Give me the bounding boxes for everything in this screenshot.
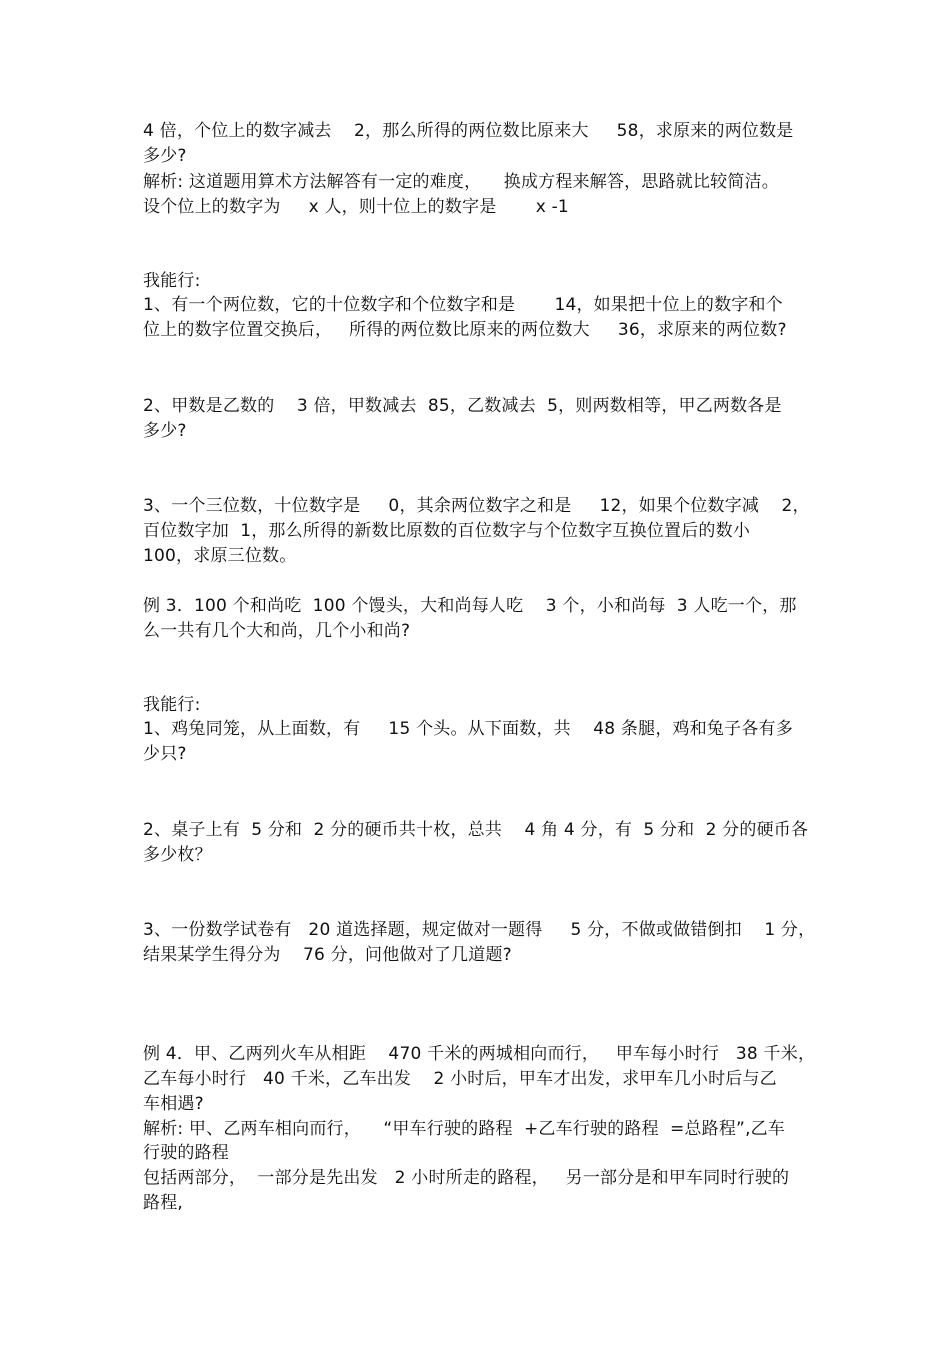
- text-line: 结果某学生得分为 76 分，问他做对了几道题?: [143, 945, 512, 965]
- text-line: 1、有一个两位数，它的十位数字和个位数字和是 14，如果把十位上的数字和个: [143, 295, 783, 315]
- section-heading: 我能行:: [143, 695, 201, 715]
- text-line: 乙车每小时行 40 千米，乙车出发 2 小时后，甲车才出发，求甲车几小时后与乙: [143, 1069, 777, 1089]
- text-line: 包括两部分， 一部分是先出发 2 小时所走的路程， 另一部分是和甲车同时行驶的: [143, 1168, 790, 1188]
- text-line: 1、鸡兔同笼，从上面数，有 15 个头。从下面数，共 48 条腿，鸡和兔子各有多: [143, 719, 793, 739]
- example-title: 例 4．甲、乙两列火车从相距 470 千米的两城相向而行， 甲车每小时行 38 千米，: [143, 1044, 816, 1064]
- text-line: 车相遇?: [143, 1094, 204, 1114]
- text-line: 3、一个三位数，十位数字是 0，其余两位数字之和是 12，如果个位数字减 2，: [143, 496, 810, 516]
- text-line: 路程,: [143, 1193, 184, 1213]
- text-line: 100，求原三位数。: [143, 546, 297, 566]
- text-line: 4 倍，个位上的数字减去 2，那么所得的两位数比原来大 58，求原来的两位数是: [143, 121, 794, 141]
- text-line: 2、桌子上有 5 分和 2 分的硬币共十枚，总共 4 角 4 分，有 5 分和 2 分的硬币各: [143, 820, 809, 840]
- section-heading: 我能行:: [143, 271, 201, 291]
- text-line: 多少枚？: [143, 845, 212, 865]
- text-line: 解析: 甲、乙两车相向而行， “甲车行驶的路程 +乙车行驶的路程 =总路程”,乙车: [143, 1119, 786, 1139]
- text-line: 位上的数字位置交换后， 所得的两位数比原来的两位数大 36，求原来的两位数?: [143, 320, 787, 340]
- text-line: 多少?: [143, 421, 187, 441]
- text-line: 解析: 这道题用算术方法解答有一定的难度， 换成方程来解答，思路就比较简洁。: [143, 172, 779, 192]
- text-line: 多少?: [143, 146, 187, 166]
- text-line: 百位数字加 1，那么所得的新数比原数的百位数字与个位数字互换位置后的数小: [143, 521, 751, 541]
- text-line: 行驶的路程: [143, 1143, 229, 1163]
- text-line: 3、一份数学试卷有 20 道选择题，规定做对一题得 5 分，不做或做错倒扣 1 分，: [143, 920, 816, 940]
- text-line: 设个位上的数字为 x 人，则十位上的数字是 x -1: [143, 197, 569, 217]
- text-line: 么一共有几个大和尚，几个小和尚?: [143, 621, 411, 641]
- text-line: 少只?: [143, 744, 187, 764]
- text-line: 2、甲数是乙数的 3 倍，甲数减去 85，乙数减去 5，则两数相等，甲乙两数各是: [143, 396, 782, 416]
- example-title: 例 3．100 个和尚吃 100 个馒头，大和尚每人吃 3 个，小和尚每 3 人吃一个，那: [143, 596, 797, 616]
